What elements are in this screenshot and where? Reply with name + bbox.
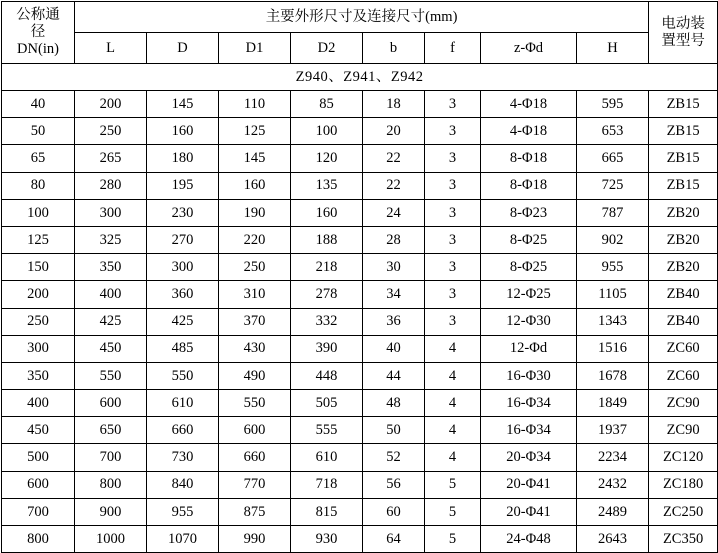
cell-D2: 718: [291, 471, 363, 498]
cell-dn: 125: [2, 226, 75, 253]
cell-f: 4: [425, 417, 481, 444]
cell-L: 700: [75, 444, 147, 471]
cell-b: 52: [363, 444, 425, 471]
cell-H: 2643: [577, 526, 649, 553]
cell-D: 955: [147, 498, 219, 525]
cell-zd: 20-Φ41: [481, 498, 577, 525]
cell-f: 4: [425, 362, 481, 389]
cell-D: 485: [147, 335, 219, 362]
cell-zd: 12-Φ30: [481, 308, 577, 335]
cell-D1: 110: [219, 91, 291, 118]
header-col-D2: D2: [291, 33, 363, 64]
cell-H: 665: [577, 145, 649, 172]
cell-dn: 250: [2, 308, 75, 335]
table-row: [2, 91, 718, 118]
cell-D1: 550: [219, 390, 291, 417]
cell-model: ZC60: [649, 335, 718, 362]
cell-D2: 930: [291, 526, 363, 553]
cell-L: 280: [75, 172, 147, 199]
header-nominal-diameter-line2: 径: [30, 24, 46, 41]
cell-D: 300: [147, 254, 219, 281]
cell-b: 44: [363, 362, 425, 389]
cell-H: 955: [577, 254, 649, 281]
cell-zd: 24-Φ48: [481, 526, 577, 553]
cell-b: 18: [363, 91, 425, 118]
cell-D1: 370: [219, 308, 291, 335]
table-row: [2, 118, 718, 145]
cell-D: 610: [147, 390, 219, 417]
series-row: [2, 64, 718, 91]
cell-D2: 332: [291, 308, 363, 335]
cell-f: 4: [425, 335, 481, 362]
cell-dn: 500: [2, 444, 75, 471]
cell-D2: 610: [291, 444, 363, 471]
cell-D: 550: [147, 362, 219, 389]
cell-D2: 390: [291, 335, 363, 362]
header-actuator-model: [649, 2, 718, 64]
cell-dn: 700: [2, 498, 75, 525]
cell-D: 360: [147, 281, 219, 308]
cell-D2: 815: [291, 498, 363, 525]
cell-dn: 65: [2, 145, 75, 172]
series-label: Z940、Z941、Z942: [2, 64, 718, 91]
cell-f: 4: [425, 444, 481, 471]
cell-D2: 555: [291, 417, 363, 444]
cell-H: 2432: [577, 471, 649, 498]
cell-D: 270: [147, 226, 219, 253]
cell-H: 595: [577, 91, 649, 118]
cell-D2: 278: [291, 281, 363, 308]
table-row: [2, 417, 718, 444]
cell-b: 50: [363, 417, 425, 444]
cell-dn: 80: [2, 172, 75, 199]
cell-model: ZB15: [649, 118, 718, 145]
cell-b: 28: [363, 226, 425, 253]
cell-b: 24: [363, 199, 425, 226]
cell-b: 64: [363, 526, 425, 553]
cell-D2: 120: [291, 145, 363, 172]
cell-model: ZC250: [649, 498, 718, 525]
cell-L: 550: [75, 362, 147, 389]
cell-D1: 430: [219, 335, 291, 362]
cell-zd: 8-Φ18: [481, 145, 577, 172]
cell-L: 450: [75, 335, 147, 362]
cell-f: 3: [425, 199, 481, 226]
specification-table: [1, 1, 718, 553]
cell-model: ZC90: [649, 417, 718, 444]
header-col-zd: z-Φd: [481, 33, 577, 64]
header-actuator-model-line1: 电动装: [661, 15, 705, 32]
cell-D1: 160: [219, 172, 291, 199]
cell-D: 730: [147, 444, 219, 471]
header-nominal-diameter-line3: DN(in): [17, 40, 59, 57]
table-row: [2, 526, 718, 553]
cell-model: ZC350: [649, 526, 718, 553]
table-header: [2, 2, 718, 64]
cell-b: 20: [363, 118, 425, 145]
cell-D1: 990: [219, 526, 291, 553]
cell-dn: 450: [2, 417, 75, 444]
cell-D2: 218: [291, 254, 363, 281]
cell-D1: 220: [219, 226, 291, 253]
cell-D1: 250: [219, 254, 291, 281]
cell-b: 22: [363, 145, 425, 172]
cell-model: ZC180: [649, 471, 718, 498]
cell-f: 5: [425, 471, 481, 498]
cell-D2: 505: [291, 390, 363, 417]
cell-H: 1849: [577, 390, 649, 417]
cell-b: 34: [363, 281, 425, 308]
cell-zd: 8-Φ25: [481, 226, 577, 253]
header-col-f: f: [425, 33, 481, 64]
header-dimensions-group: 主要外形尺寸及连接尺寸(mm): [75, 2, 649, 33]
cell-L: 400: [75, 281, 147, 308]
cell-b: 40: [363, 335, 425, 362]
cell-model: ZC90: [649, 390, 718, 417]
cell-model: ZC60: [649, 362, 718, 389]
cell-D2: 188: [291, 226, 363, 253]
cell-H: 725: [577, 172, 649, 199]
cell-zd: 12-Φd: [481, 335, 577, 362]
cell-D: 145: [147, 91, 219, 118]
table-row: [2, 254, 718, 281]
cell-D: 160: [147, 118, 219, 145]
cell-model: ZB20: [649, 226, 718, 253]
cell-H: 787: [577, 199, 649, 226]
cell-L: 650: [75, 417, 147, 444]
cell-D1: 190: [219, 199, 291, 226]
cell-model: ZB15: [649, 145, 718, 172]
cell-zd: 16-Φ34: [481, 390, 577, 417]
cell-model: ZB20: [649, 254, 718, 281]
header-nominal-diameter-line1: 公称通: [16, 7, 60, 24]
cell-zd: 4-Φ18: [481, 91, 577, 118]
cell-L: 425: [75, 308, 147, 335]
cell-f: 3: [425, 254, 481, 281]
cell-dn: 400: [2, 390, 75, 417]
table-row: [2, 281, 718, 308]
cell-D2: 135: [291, 172, 363, 199]
header-col-b: b: [363, 33, 425, 64]
cell-L: 300: [75, 199, 147, 226]
header-col-D1: D1: [219, 33, 291, 64]
cell-D: 1070: [147, 526, 219, 553]
cell-b: 60: [363, 498, 425, 525]
cell-L: 250: [75, 118, 147, 145]
cell-D1: 310: [219, 281, 291, 308]
table-row: [2, 226, 718, 253]
cell-zd: 20-Φ34: [481, 444, 577, 471]
cell-L: 200: [75, 91, 147, 118]
cell-D: 180: [147, 145, 219, 172]
cell-H: 1937: [577, 417, 649, 444]
table-body: [2, 64, 718, 553]
cell-b: 22: [363, 172, 425, 199]
cell-f: 3: [425, 172, 481, 199]
cell-model: ZC120: [649, 444, 718, 471]
cell-H: 1105: [577, 281, 649, 308]
cell-dn: 800: [2, 526, 75, 553]
table-row: [2, 199, 718, 226]
cell-H: 2489: [577, 498, 649, 525]
cell-f: 4: [425, 390, 481, 417]
table-row: [2, 362, 718, 389]
table-row: [2, 308, 718, 335]
cell-D: 195: [147, 172, 219, 199]
cell-D2: 85: [291, 91, 363, 118]
cell-D1: 770: [219, 471, 291, 498]
cell-L: 1000: [75, 526, 147, 553]
cell-D: 425: [147, 308, 219, 335]
header-nominal-diameter: [2, 2, 75, 64]
cell-f: 3: [425, 308, 481, 335]
table-row: [2, 444, 718, 471]
cell-dn: 40: [2, 91, 75, 118]
cell-f: 3: [425, 281, 481, 308]
cell-dn: 200: [2, 281, 75, 308]
cell-D1: 490: [219, 362, 291, 389]
cell-f: 5: [425, 498, 481, 525]
table-row: [2, 335, 718, 362]
cell-L: 600: [75, 390, 147, 417]
header-col-H: H: [577, 33, 649, 64]
table-row: [2, 172, 718, 199]
header-col-L: L: [75, 33, 147, 64]
cell-zd: 20-Φ41: [481, 471, 577, 498]
cell-D1: 875: [219, 498, 291, 525]
cell-dn: 100: [2, 199, 75, 226]
cell-model: ZB15: [649, 91, 718, 118]
cell-D: 660: [147, 417, 219, 444]
cell-b: 56: [363, 471, 425, 498]
cell-L: 325: [75, 226, 147, 253]
cell-f: 3: [425, 118, 481, 145]
cell-D1: 145: [219, 145, 291, 172]
cell-f: 3: [425, 226, 481, 253]
cell-D: 840: [147, 471, 219, 498]
cell-dn: 300: [2, 335, 75, 362]
cell-zd: 16-Φ30: [481, 362, 577, 389]
cell-L: 350: [75, 254, 147, 281]
cell-dn: 50: [2, 118, 75, 145]
header-actuator-model-line2: 置型号: [661, 32, 705, 49]
cell-model: ZB20: [649, 199, 718, 226]
table-row: [2, 498, 718, 525]
cell-zd: 16-Φ34: [481, 417, 577, 444]
cell-D1: 600: [219, 417, 291, 444]
cell-b: 30: [363, 254, 425, 281]
cell-model: ZB40: [649, 281, 718, 308]
cell-D1: 125: [219, 118, 291, 145]
cell-dn: 150: [2, 254, 75, 281]
cell-L: 800: [75, 471, 147, 498]
cell-D2: 100: [291, 118, 363, 145]
cell-f: 5: [425, 526, 481, 553]
table-row: [2, 145, 718, 172]
header-col-D: D: [147, 33, 219, 64]
cell-dn: 350: [2, 362, 75, 389]
cell-H: 2234: [577, 444, 649, 471]
cell-H: 1678: [577, 362, 649, 389]
cell-L: 900: [75, 498, 147, 525]
cell-H: 1343: [577, 308, 649, 335]
cell-zd: 12-Φ25: [481, 281, 577, 308]
cell-zd: 8-Φ23: [481, 199, 577, 226]
cell-f: 3: [425, 91, 481, 118]
cell-f: 3: [425, 145, 481, 172]
cell-b: 48: [363, 390, 425, 417]
cell-zd: 8-Φ18: [481, 172, 577, 199]
cell-b: 36: [363, 308, 425, 335]
cell-D1: 660: [219, 444, 291, 471]
cell-model: ZB15: [649, 172, 718, 199]
cell-H: 653: [577, 118, 649, 145]
cell-H: 902: [577, 226, 649, 253]
cell-zd: 8-Φ25: [481, 254, 577, 281]
cell-D: 230: [147, 199, 219, 226]
table-row: [2, 390, 718, 417]
table-row: [2, 471, 718, 498]
cell-H: 1516: [577, 335, 649, 362]
cell-L: 265: [75, 145, 147, 172]
cell-dn: 600: [2, 471, 75, 498]
cell-D2: 448: [291, 362, 363, 389]
cell-zd: 4-Φ18: [481, 118, 577, 145]
cell-D2: 160: [291, 199, 363, 226]
cell-model: ZB40: [649, 308, 718, 335]
